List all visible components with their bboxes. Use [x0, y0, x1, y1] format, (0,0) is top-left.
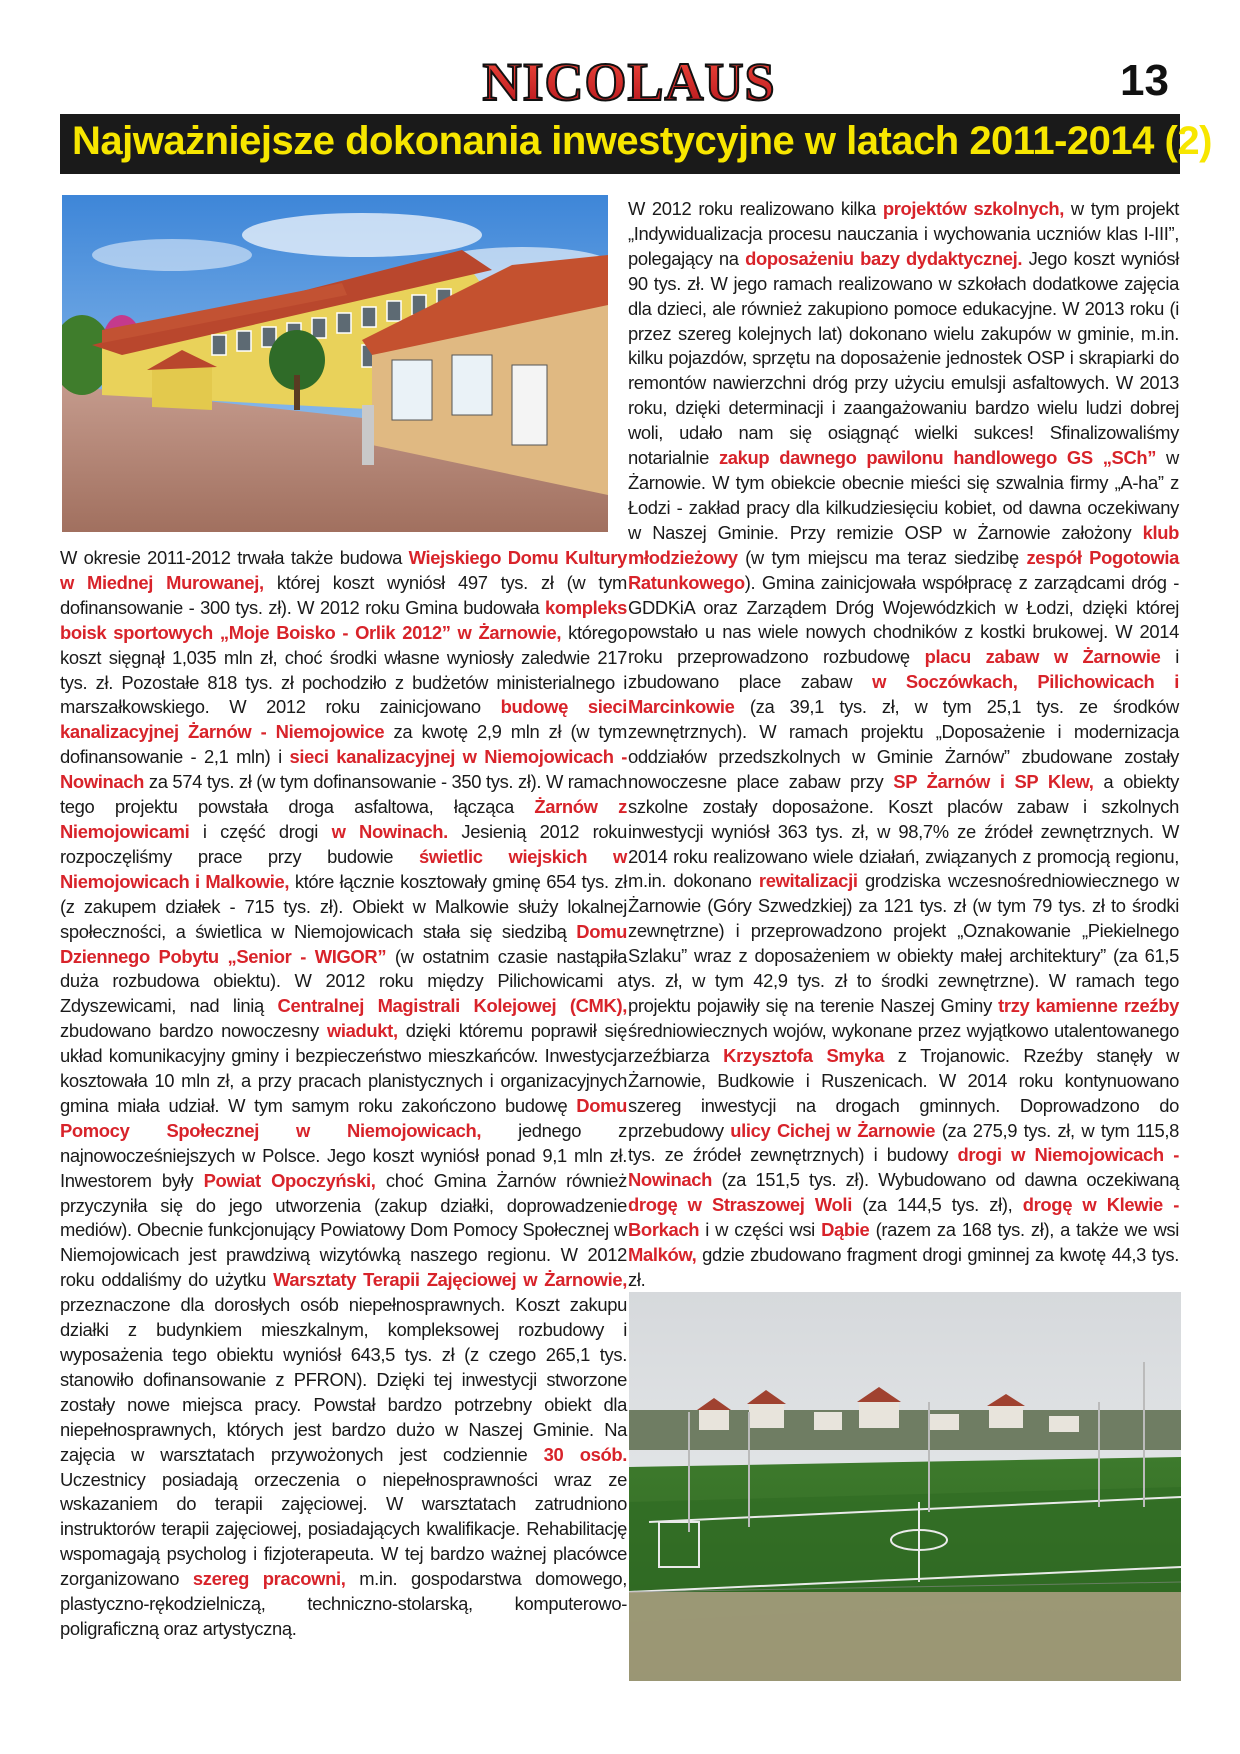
logo-text: NICOLAUS — [482, 56, 776, 112]
highlighted-phrase: zakup dawnego pawilonu handlowego GS „SCh” — [718, 447, 1157, 469]
highlighted-phrase: ulicy Cichej w Żarnowie — [730, 1119, 936, 1141]
highlighted-phrase: sieci kanalizacyjnej w Niemojowicach - Nowinach — [60, 746, 627, 793]
highlighted-phrase: Domu Dziennego Pobytu „Senior - WIGOR” — [60, 920, 627, 967]
text-segment: zbudowano bardzo nowoczesny — [60, 1020, 327, 1042]
highlighted-phrase: Dąbie — [821, 1219, 870, 1241]
text-segment: gdzie zbudowano fragment drogi gminnej za kwotę 44,3 tys. zł. — [628, 1244, 1179, 1290]
text-segment: przeznaczone dla dorosłych osób niepełnosprawnych. Koszt zakupu działki z budynkiem mieszkalnym, kompleksowej rozbudowy i wyposażenia tego obiektu wyniósł 643,5 tys. zł (z czego 265,1 tys. stanowiło dofinansowanie z PFRON). Dzięki tej inwestycji stworzone zostały nowe miejsca pracy. Powstał bardzo potrzebny obiekt dla niepełnosprawnych, których jest bardzo dużo w Naszej Gminie. Na zajęcia w warsztatach przywożonych jest codziennie — [60, 1294, 627, 1465]
highlighted-phrase: Powiat Opoczyński, — [203, 1169, 376, 1191]
text-segment: (razem za 168 tys. zł), a także we wsi — [869, 1219, 1179, 1241]
text-segment: dzięki któremu poprawił się układ komunikacyjny gminy i bezpieczeństwo mieszkańców. Inwestycja kosztowała 10 mln zł, a przy pracach planistycznych i organizacyjnych gmina miała udział. W tym samym roku zakończono budowę — [60, 1020, 627, 1116]
page-number: 13 — [1120, 56, 1169, 105]
text-segment: (za 275,9 tys. zł, w tym 115,8 tys. ze źródeł zewnętrznych) i budowy — [628, 1119, 1179, 1166]
text-segment: jednego z najnowocześniejszych w Polsce. Jego koszt wyniósł ponad 9,1 mln zł. Inwestorem były — [60, 1119, 627, 1191]
highlighted-phrase: Centralnej Magistrali Kolejowej (CMK), — [277, 995, 627, 1017]
highlighted-phrase: trzy kamienne rzeźby — [998, 995, 1179, 1016]
text-segment: z Trojanowic. Rzeźby stanęły w Żarnowie, Budkowie i Ruszenicach. W 2014 roku kontynuowano szereg inwestycji na drogach gminnych. Doprowadzono do przebudowy — [628, 1044, 1180, 1141]
text-segment: Jesienią 2012 roku rozpoczęliśmy prace przy budowie — [60, 820, 628, 867]
page-title: Najważniejsze dokonania inwestycyjne w latach 2011-2014 (2) — [72, 119, 1212, 163]
nicolaus-logo — [433, 56, 825, 114]
text-segment: i część drogi — [189, 820, 332, 842]
text-segment: (za 39,1 tys. zł, w tym 25,1 tys. ze środków zewnętrznych). W ramach projektu „Doposażenie i modernizacja oddziałów przedszkolnych w Gminie Żarnów” zbudowane zostały nowoczesne place zabaw przy — [628, 696, 1179, 792]
highlighted-phrase: w Soczówkach, Pilichowicach i Marcinkowie — [628, 671, 1179, 718]
section-title-bar — [60, 114, 1212, 174]
text-segment: (w tym miejscu ma teraz siedzibę — [737, 546, 1027, 568]
highlighted-phrase: drogę w Klewie - Borkach — [628, 1194, 1179, 1241]
text-segment: za 574 tys. zł (w tym dofinansowanie - 350 tys. zł). W ramach tego projektu powstała droga asfaltowa, łącząca — [60, 771, 627, 818]
highlighted-phrase: SP Żarnów i SP Klew, — [893, 770, 1094, 792]
text-segment: w tym projekt „Indywidualizacja procesu nauczania i wychowania uczniów klas I-III”, polegający na — [628, 198, 1179, 269]
text-segment: średniowiecznych wojów, wykonane przez wyjątkowo utalentowanego rzeźbiarza — [628, 1019, 1179, 1066]
text-segment: którego koszt sięgnął 1,035 mln zł, choć środki własne wyniosły zaledwie 217 tys. zł. Pozostałe 818 tys. zł pochodziło z budżetów ministerialnego i marszałkowskiego. W 2012 roku zainicjowano — [60, 621, 627, 718]
left-paragraph — [60, 546, 627, 1642]
text-segment: i zbudowano place zabaw — [628, 646, 1180, 693]
text-segment: m.in. gospodarstwa domowego, plastyczno-rękodzielniczą, techniczno-stolarską, komputerowo-poligraficzną oraz artystyczną. — [60, 1568, 627, 1639]
text-segment: choć Gmina Żarnów również przyczyniła się do jego utworzenia (zakup działki, doprowadzenie mediów). Obecnie funkcjonujący Powiatowy Dom Pomocy Społecznej w Niemojowicach jest prawdziwą wizytówką naszego regionu. W 2012 roku oddaliśmy do użytku — [60, 1169, 627, 1291]
text-segment: (za 144,5 tys. zł), — [851, 1194, 1023, 1216]
highlighted-phrase: Malków, — [628, 1244, 697, 1266]
highlighted-phrase: wiadukt, — [326, 1020, 398, 1042]
highlighted-phrase: świetlic wiejskich w Niemojowicach i Malkowie, — [60, 845, 627, 892]
highlighted-phrase: placu zabaw w Żarnowie — [924, 646, 1161, 668]
text-segment: i w części wsi — [699, 1219, 822, 1241]
highlighted-phrase: projektów szkolnych, — [882, 198, 1064, 219]
highlighted-phrase: budowę sieci kanalizacyjnej Żarnów - Niemojowice — [60, 696, 627, 743]
text-segment: grodziska wczesnośredniowiecznego w Żarnowie (Góry Szwedzkiej) za 121 tys. zł (w tym 79 tys. zł to środki zewnętrzne) i przeprowadzono projekt „Oznakowanie „Piekielnego Szlaku” wraz z doposażeniem w obiekty małej architektury” (za 61,5 tys. zł, w tym 42,9 tys. zł to środki zewnętrzne). W ramach tego projektu pojawiły się na terenie Naszej Gminy — [628, 870, 1179, 1016]
highlighted-phrase: Warsztaty Terapii Zajęciowej w Żarnowie, — [273, 1269, 627, 1291]
highlighted-phrase: drogę w Straszowej Woli — [628, 1194, 852, 1216]
highlighted-phrase: Domu Pomocy Społecznej w Niemojowicach, — [60, 1094, 627, 1141]
text-segment: Jego koszt wyniósł 90 tys. zł. W jego ramach realizowano w szkołach dodatkowe zajęcia dla dzieci, ale również zakupiono pomoce edukacyjne. W 2013 roku (i przez szereg kolejnych lat) dokonano wielu zakupów w gminie, m.in. kilku pojazdów, sprzętu na doposażenie jednostek OSP i skrapiarki do remontów nawierzchni dróg przy użyciu emulsji asfaltowych. W 2013 roku, dzięki determinacji i zaangażowaniu bardzo wielu ludzi dobrej woli, udało nam się osiągnąć wielki sukces! Sfinalizowaliśmy notarialnie — [628, 247, 1180, 469]
highlighted-phrase: rewitalizacji — [758, 870, 858, 892]
text-segment: Uczestnicy posiadają orzeczenia o niepełnosprawności wraz ze wskazaniem do terapii zajęciowej. W warsztatach zatrudniono instruktorów terapii zajęciowej, posiadających kwalifikacje. Rehabilitację wspomagają psycholog i fizjoterapeuta. W tej bardzo ważnej placówce zorganizowano — [60, 1468, 627, 1590]
highlighted-phrase: 30 osób. — [543, 1443, 627, 1465]
left-column-text — [60, 546, 627, 1642]
text-segment: W okresie 2011-2012 trwała także budowa — [60, 547, 409, 568]
highlighted-phrase: drogi w Niemojowicach - Nowinach — [628, 1144, 1179, 1191]
highlighted-phrase: szereg pracowni, — [192, 1568, 346, 1590]
text-segment: której koszt wyniósł 497 tys. zł (w tym dofinansowanie - 300 tys. zł). W 2012 roku Gmina budowała — [60, 571, 627, 618]
right-paragraph — [628, 197, 1179, 1293]
text-segment: które łącznie kosztowały gminę 654 tys. zł (z zakupem działek - 715 tys. zł). Obiekt w Malkowie służy lokalnej społeczności, a świetlica w Niemojowicach stała się siedzibą — [60, 870, 627, 942]
text-segment: ). Gmina zainicjowała współpracę z zarządcami dróg - GDDKiA oraz Zarządem Dróg Wojewódzkich w Łodzi, dzięki której powstało u nas wiele nowych chodników z kostki brukowej. W 2014 roku przeprowadzono rozbudowę — [628, 571, 1179, 668]
highlighted-phrase: kompleks boisk sportowych „Moje Boisko - Orlik 2012” w Żarnowie, — [60, 596, 627, 643]
text-segment: a obiekty szkolne zostały doposażone. Koszt placów zabaw i szkolnych inwestycji wyniósł 363 tys. zł, w 98,7% ze źródeł zewnętrznych. W 2014 roku realizowano wiele działań, związanych z promocją regionu, m.in. dokonano — [628, 770, 1179, 892]
highlighted-phrase: doposażeniu bazy dydaktycznej. — [745, 247, 1023, 269]
text-segment: W 2012 roku realizowano kilka — [628, 198, 883, 219]
text-segment: (za 151,5 tys. zł). Wybudowano od dawna oczekiwaną — [712, 1169, 1179, 1191]
highlighted-phrase: klub młodzieżowy — [628, 521, 1179, 568]
school-building-photo — [62, 195, 608, 532]
highlighted-phrase: Żarnów z Niemojowicami — [60, 796, 627, 842]
text-segment: za kwotę 2,9 mln zł (w tym dofinansowanie - 2,1 mln) i — [60, 721, 627, 768]
highlighted-phrase: Krzysztofa Smyka — [723, 1044, 884, 1066]
highlighted-phrase: w Nowinach. — [331, 820, 448, 842]
highlighted-phrase: zespół Pogotowia Ratunkowego — [628, 546, 1179, 593]
right-column-text — [628, 197, 1179, 1293]
text-segment: (w ostatnim czasie nastąpiła duża rozbudowa obiektu). W 2012 roku między Pilichowicami a Zdyszewicami, nad linią — [60, 945, 627, 1017]
football-pitch-photo — [629, 1292, 1181, 1681]
text-segment: w Żarnowie. W tym obiekcie obecnie mieści się szwalnia firmy „A-ha” z Łodzi - zakład pracy dla kilkudziesięciu kobiet, od dawna oczekiwany w Naszej Gminie. Przy remizie OSP w Żarnowie założony — [628, 447, 1179, 543]
highlighted-phrase: Wiejskiego Domu Kultury w Miednej Murowanej, — [60, 547, 627, 593]
